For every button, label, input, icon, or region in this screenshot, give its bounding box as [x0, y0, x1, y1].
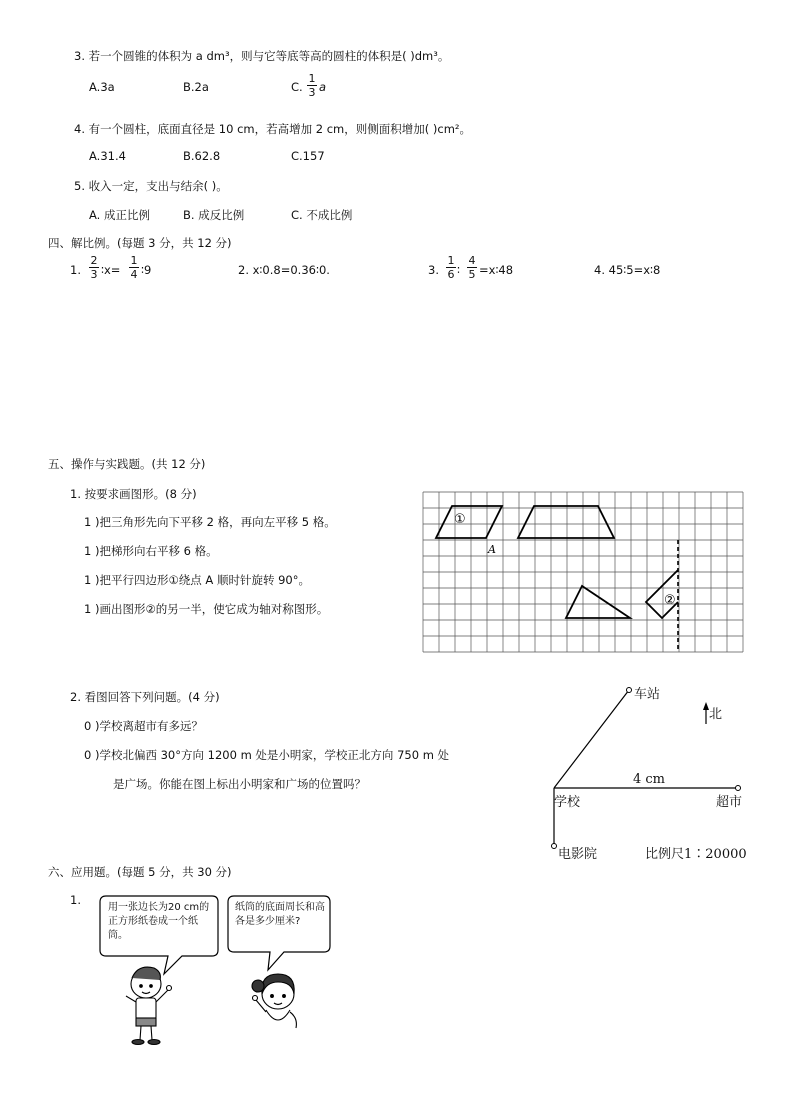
fraction-numerator: 1: [447, 254, 455, 267]
s5-q2-item-1: 0 )学校离超市有多远？: [84, 719, 203, 733]
s4-p3-end: =x∶48: [479, 263, 514, 277]
q3-option-c-prefix: C.: [291, 80, 303, 94]
q5-option-b: B. 成反比例: [183, 208, 245, 222]
fraction-denominator: 5: [468, 268, 476, 281]
q5-stem: 5. 收入一定，支出与结余( )。: [74, 179, 228, 193]
s4-p1-fraction-2: [129, 254, 139, 281]
q3-option-a: A.3a: [89, 80, 115, 94]
grid-label-2: ②: [664, 593, 676, 608]
fraction-denominator: 3: [308, 86, 316, 99]
bubble-left-text: 用一张边长为20 cm的正方形纸卷成一个纸筒。: [108, 902, 210, 941]
market-point: [736, 786, 741, 791]
s4-p1-label: 1.: [70, 263, 81, 277]
q4-option-a: A.31.4: [89, 149, 126, 163]
s6-q1-label: 1.: [70, 893, 81, 907]
section-4-title: 四、解比例。(每题 3 分，共 12 分): [48, 236, 232, 250]
map-school-label: 学校: [554, 795, 581, 810]
s5-q1-item-4: 1 )画出图形②的另一半，使它成为轴对称图形。: [84, 602, 329, 616]
grid-figure: [420, 490, 746, 654]
map-scale-label: 比例尺1∶20000: [645, 847, 747, 862]
fraction-numerator: 2: [90, 254, 98, 267]
s5-q1-title: 1. 按要求画图形。(8 分): [70, 487, 197, 501]
s4-p4: 4. 45∶5=x∶8: [594, 263, 661, 277]
triangle-shape: [566, 586, 630, 618]
map-figure: [545, 680, 775, 860]
map-north-label: 北: [709, 707, 723, 722]
parallelogram-shape: [436, 506, 502, 538]
q3-option-c-suffix: a: [319, 80, 327, 94]
map-station-label: 车站: [634, 687, 661, 702]
section-6-title: 六、应用题。(每题 5 分，共 30 分): [48, 865, 232, 879]
s4-p1-fraction-1: [89, 254, 99, 281]
s4-p3-colon: ∶: [457, 263, 460, 277]
s5-q2-continuation: 是广场。你能在图上标出小明家和广场的位置吗？: [113, 777, 366, 791]
s4-p3-fraction-1: [446, 254, 456, 281]
bubble-right-text: 纸筒的底面周长和高各是多少厘米?: [235, 902, 325, 927]
fraction-numerator: 4: [468, 254, 476, 267]
cinema-point: [552, 844, 557, 849]
grid-label-a: A: [488, 543, 496, 556]
section-5-title: 五、操作与实践题。(共 12 分): [48, 457, 206, 471]
s5-q1-item-3: 1 )把平行四边形①绕点 A 顺时针旋转 90°。: [84, 573, 310, 587]
s5-q2-title: 2. 看图回答下列问题。(4 分): [70, 690, 220, 704]
q4-option-c: C.157: [291, 149, 325, 163]
fraction-numerator: 1: [130, 254, 138, 267]
q5-option-a: A. 成正比例: [89, 208, 150, 222]
q4-option-b: B.62.8: [183, 149, 221, 163]
road-school-station: [554, 690, 629, 788]
s5-q1-item-2: 1 )把梯形向右平移 6 格。: [84, 544, 218, 558]
s5-q1-item-1: 1 )把三角形先向下平移 2 格，再向左平移 5 格。: [84, 515, 336, 529]
station-point: [627, 688, 632, 693]
map-distance-label: 4 cm: [633, 772, 666, 787]
s5-q2-item-2: 0 )学校北偏西 30°方向 1200 m 处是小明家，学校正北方向 750 m 处: [84, 748, 450, 762]
fraction-denominator: 4: [130, 268, 138, 281]
grid-label-1: ①: [454, 512, 466, 527]
fraction-denominator: 6: [447, 268, 455, 281]
trapezoid-shape: [518, 506, 614, 538]
girl-figure: [252, 974, 296, 1028]
s4-p1-mid: ∶x=: [101, 263, 121, 277]
fraction-numerator: 1: [308, 72, 316, 85]
q4-stem: 4. 有一个圆柱，底面直径是 10 cm，若高增加 2 cm，则侧面积增加( )cm²。: [74, 122, 472, 136]
grid-lines: [423, 492, 743, 652]
s4-p1-end: ∶9: [141, 263, 152, 277]
s4-p3-fraction-2: [467, 254, 477, 281]
q3-option-b: B.2a: [183, 80, 209, 94]
q5-option-c: C. 不成比例: [291, 208, 353, 222]
s4-p3-label: 3.: [428, 263, 439, 277]
boy-figure: [126, 967, 172, 1044]
q3-option-c-fraction: [307, 72, 317, 99]
map-cinema-label: 电影院: [558, 847, 598, 862]
fraction-denominator: 3: [90, 268, 98, 281]
map-market-label: 超市: [716, 795, 743, 810]
q3-stem: 3. 若一个圆锥的体积为 a dm³，则与它等底等高的圆柱的体积是( )dm³。: [74, 49, 450, 63]
s4-p2: 2. x∶0.8=0.36∶0.: [238, 263, 330, 277]
